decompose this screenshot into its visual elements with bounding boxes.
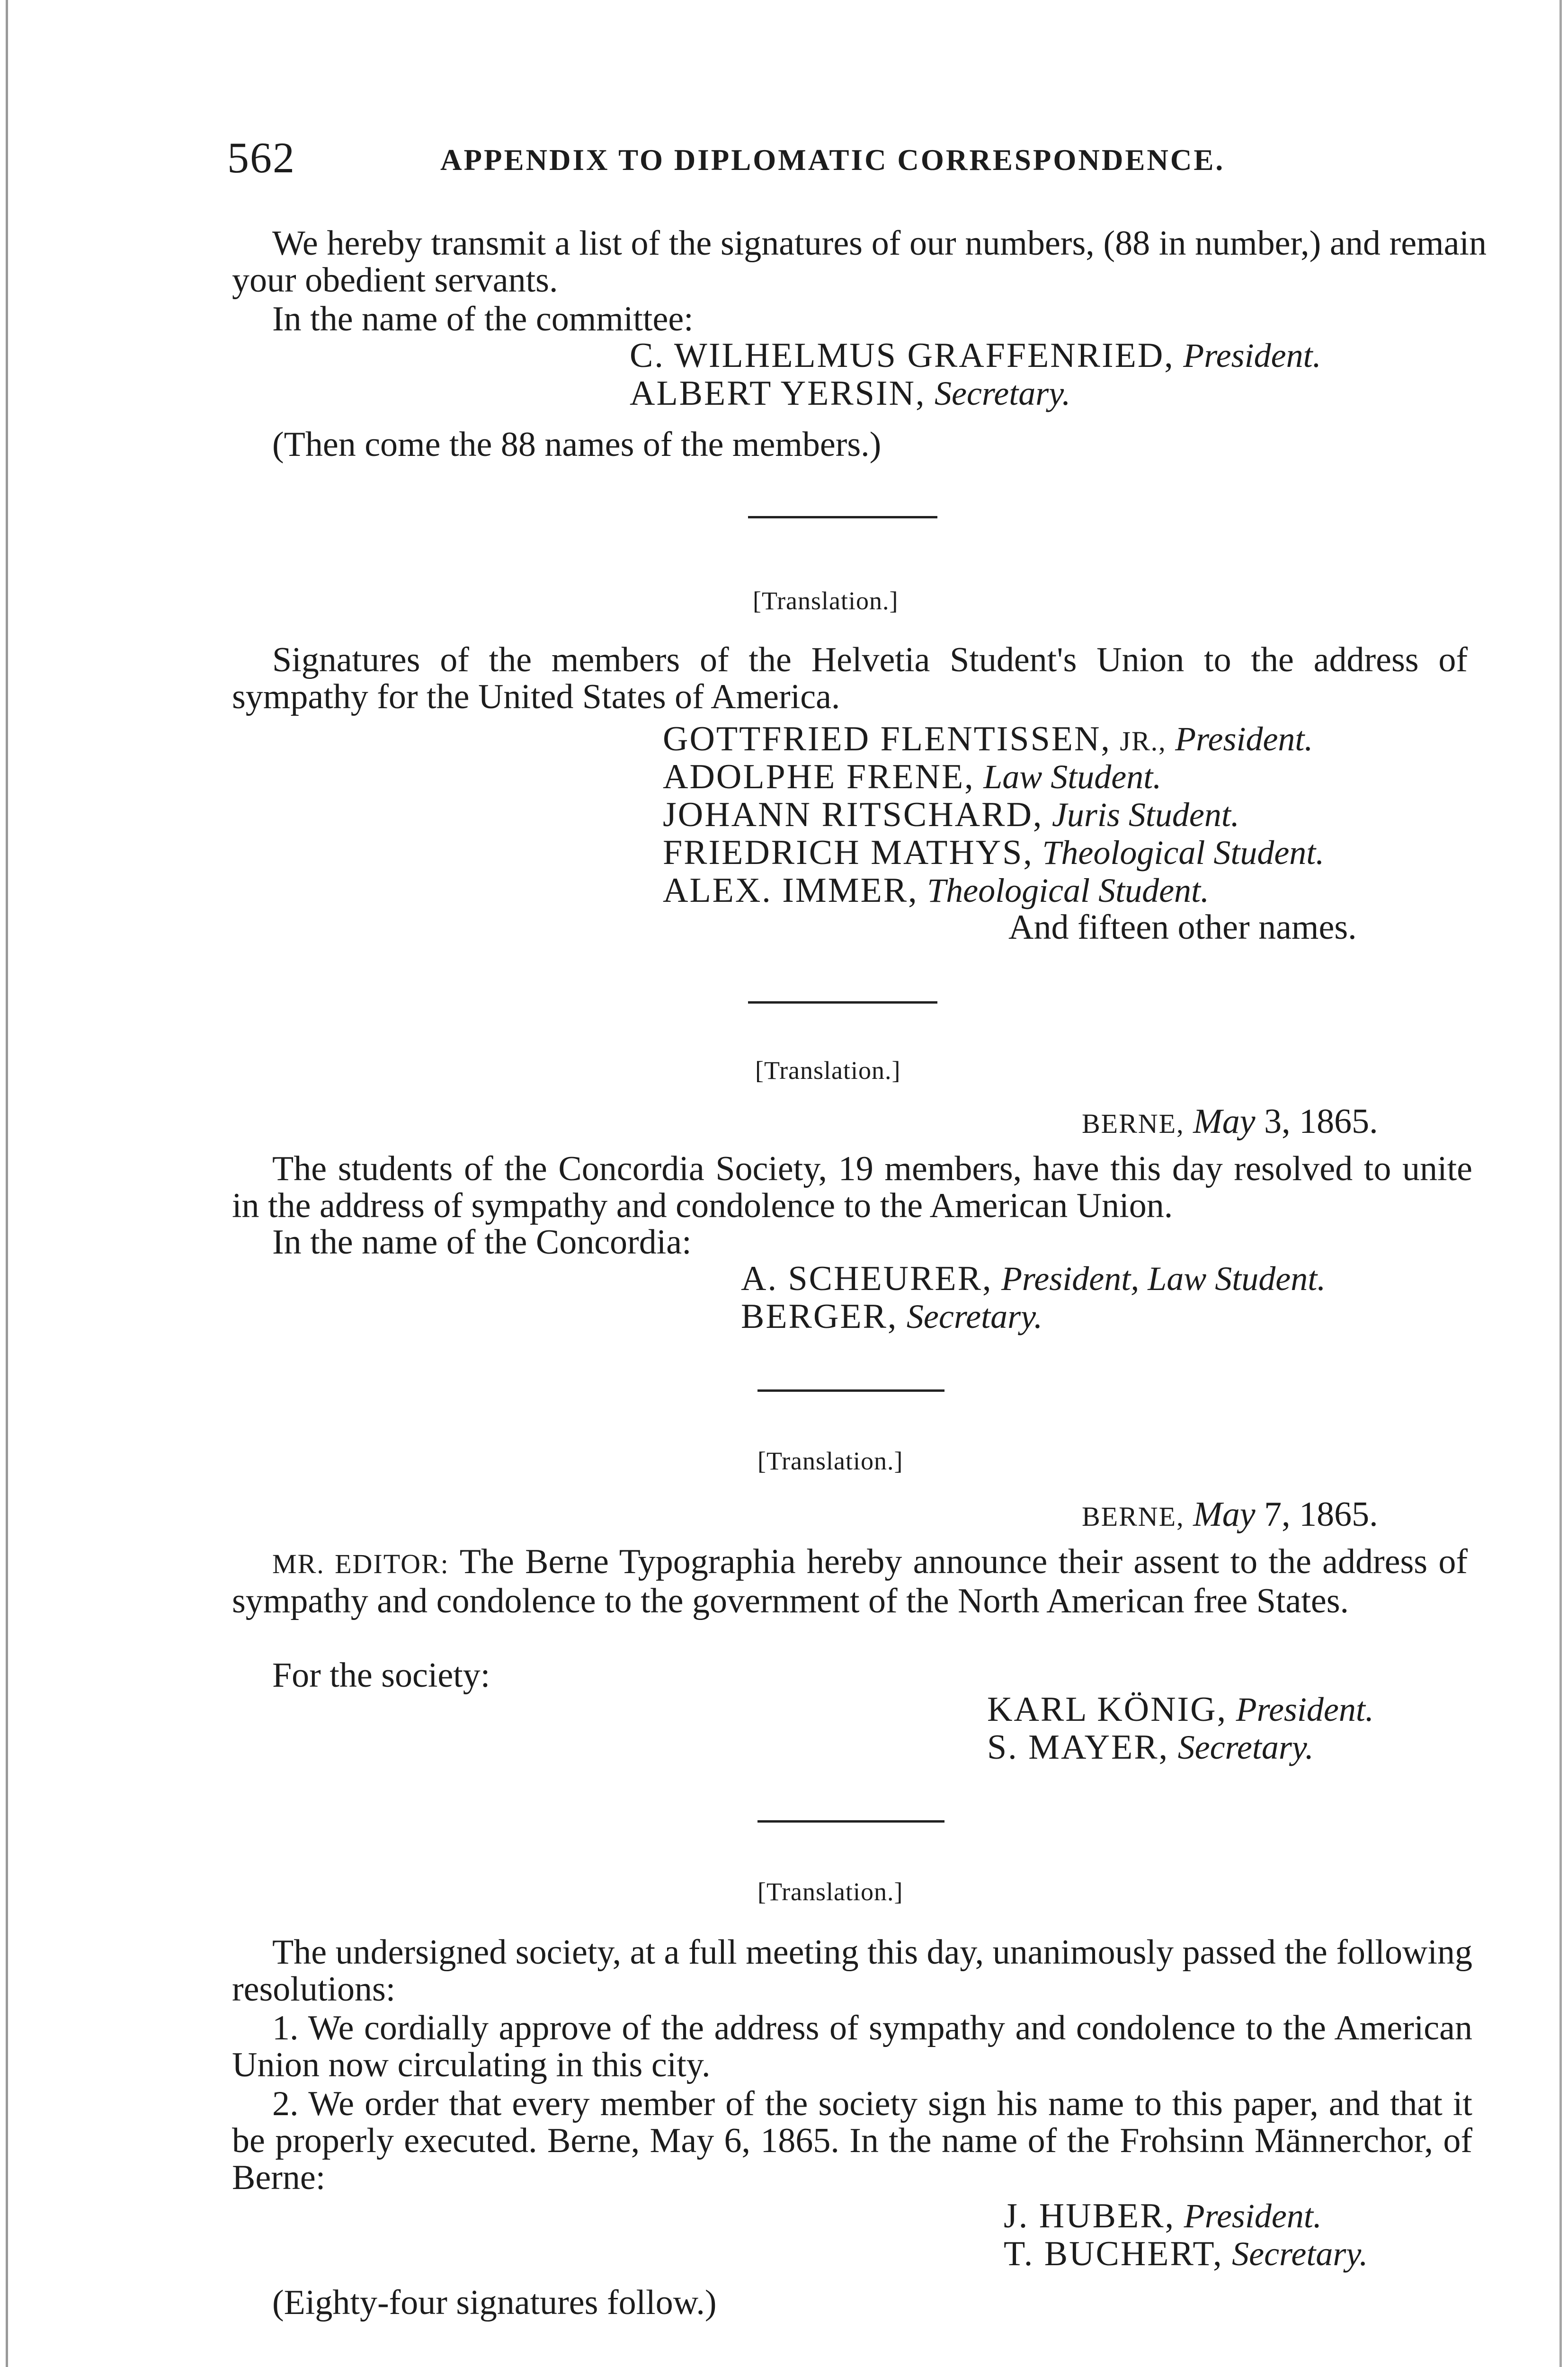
signatory-role: Secretary.	[1177, 1728, 1314, 1766]
signatory-name: ADOLPHE FRENE,	[663, 757, 975, 796]
page-border-left	[6, 0, 8, 2367]
section-divider	[757, 1389, 944, 1392]
section2-paragraph: Signatures of the members of the Helvetia Student's Union to the address of sympathy for the United States of America.	[232, 641, 1468, 716]
section4-dateline	[1082, 1496, 1378, 1535]
section1-signature	[630, 336, 1321, 375]
translation-label: [Translation.]	[757, 1878, 903, 1906]
signatory-role: President.	[1175, 720, 1313, 758]
section2-signature	[663, 795, 1239, 834]
section-divider	[748, 1001, 937, 1004]
section4-signature	[987, 1728, 1314, 1767]
section4-paragraph-text: The Berne Typographia hereby announce their assent to the address of sympathy and condolence to the government of the North American free States.	[232, 1542, 1468, 1620]
signatory-role: President, Law Student.	[1001, 1260, 1326, 1298]
section2-note: And fifteen other names.	[1008, 908, 1357, 947]
resolution-1: 1. We cordially approve of the address of sympathy and condolence to the American Union now circulating in this city.	[232, 2009, 1472, 2084]
section1-signature	[630, 374, 1070, 413]
section2-signature	[663, 833, 1324, 872]
section1-note: (Then come the 88 names of the members.)	[272, 425, 882, 464]
resolution-2: 2. We order that every member of the society sign his name to this paper, and that it be properly executed. Berne, May 6, 1865. In the name of the Frohsinn Männerchor, of Berne:	[232, 2084, 1472, 2197]
section-divider	[757, 1820, 944, 1823]
signatory-name: KARL KÖNIG,	[987, 1690, 1228, 1729]
signatory-role: Secretary.	[1232, 2235, 1368, 2273]
dateline-month: May	[1193, 1495, 1256, 1534]
section2-signature	[663, 720, 1313, 761]
page-number: 562	[227, 133, 295, 182]
signatory-name: T. BUCHERT,	[1004, 2234, 1223, 2273]
salutation: MR. EDITOR:	[272, 1548, 449, 1579]
translation-label: [Translation.]	[755, 1056, 901, 1085]
signatory-name: S. MAYER,	[987, 1728, 1169, 1767]
signatory-name: A. SCHEURER,	[741, 1259, 993, 1298]
signatory-name: J. HUBER,	[1004, 2197, 1176, 2235]
section5-signature	[1004, 2197, 1322, 2235]
page-header	[227, 133, 1506, 189]
section2-signature	[663, 757, 1161, 796]
signatory-name: ALEX. IMMER,	[663, 871, 918, 910]
signatory-role: Theological Student.	[1042, 834, 1325, 872]
page-border-right	[1559, 0, 1562, 2367]
section5-note: (Eighty-four signatures follow.)	[272, 2283, 717, 2322]
signatory-name: C. WILHELMUS GRAFFENRIED,	[630, 336, 1175, 375]
signatory-role: Juris Student.	[1051, 796, 1239, 834]
dateline-place: BERNE,	[1082, 1501, 1185, 1532]
section3-signature	[741, 1259, 1326, 1298]
dateline-place: BERNE,	[1082, 1108, 1185, 1139]
signatory-name: ALBERT YERSIN,	[630, 374, 926, 413]
signatory-role: President.	[1236, 1691, 1374, 1728]
section4-signature	[987, 1690, 1374, 1729]
signatory-name: GOTTFRIED FLENTISSEN,	[663, 720, 1111, 758]
signatory-role: Secretary.	[934, 374, 1071, 412]
section1-closing: In the name of the committee:	[272, 300, 694, 338]
signatory-name: BERGER,	[741, 1297, 898, 1336]
signatory-role: Theological Student.	[927, 872, 1210, 909]
section3-paragraph: The students of the Concordia Society, 19 members, have this day resolved to unite in the address of sympathy and condolence to the American Union.	[232, 1149, 1472, 1225]
signatory-role: President.	[1184, 2197, 1322, 2235]
section3-closing: In the name of the Concordia:	[272, 1223, 692, 1262]
signatory-role: Secretary.	[906, 1298, 1043, 1335]
signatory-suffix: JR.,	[1120, 726, 1167, 756]
section4-closing: For the society:	[272, 1656, 490, 1695]
signatory-role: Law Student.	[983, 758, 1162, 796]
section1-paragraph: We hereby transmit a list of the signatures of our numbers, (88 in number,) and remain your obedient servants.	[232, 224, 1487, 300]
dateline-month: May	[1193, 1102, 1256, 1141]
dateline-rest: 7, 1865.	[1264, 1495, 1378, 1534]
translation-label: [Translation.]	[757, 1447, 903, 1475]
section5-signature	[1004, 2234, 1368, 2273]
section-divider	[748, 516, 937, 518]
section2-signature	[663, 871, 1209, 910]
section3-dateline	[1082, 1103, 1378, 1142]
dateline-rest: 3, 1865.	[1264, 1102, 1378, 1141]
section5-paragraph: The undersigned society, at a full meeting this day, unanimously passed the following resolutions:	[232, 1933, 1472, 2009]
running-title: APPENDIX TO DIPLOMATIC CORRESPONDENCE.	[440, 143, 1225, 177]
signatory-name: FRIEDRICH MATHYS,	[663, 833, 1033, 872]
section3-signature	[741, 1297, 1042, 1336]
translation-label: [Translation.]	[753, 587, 899, 615]
signatory-name: JOHANN RITSCHARD,	[663, 795, 1043, 834]
section4-paragraph	[232, 1543, 1468, 1620]
signatory-role: President.	[1183, 337, 1321, 374]
